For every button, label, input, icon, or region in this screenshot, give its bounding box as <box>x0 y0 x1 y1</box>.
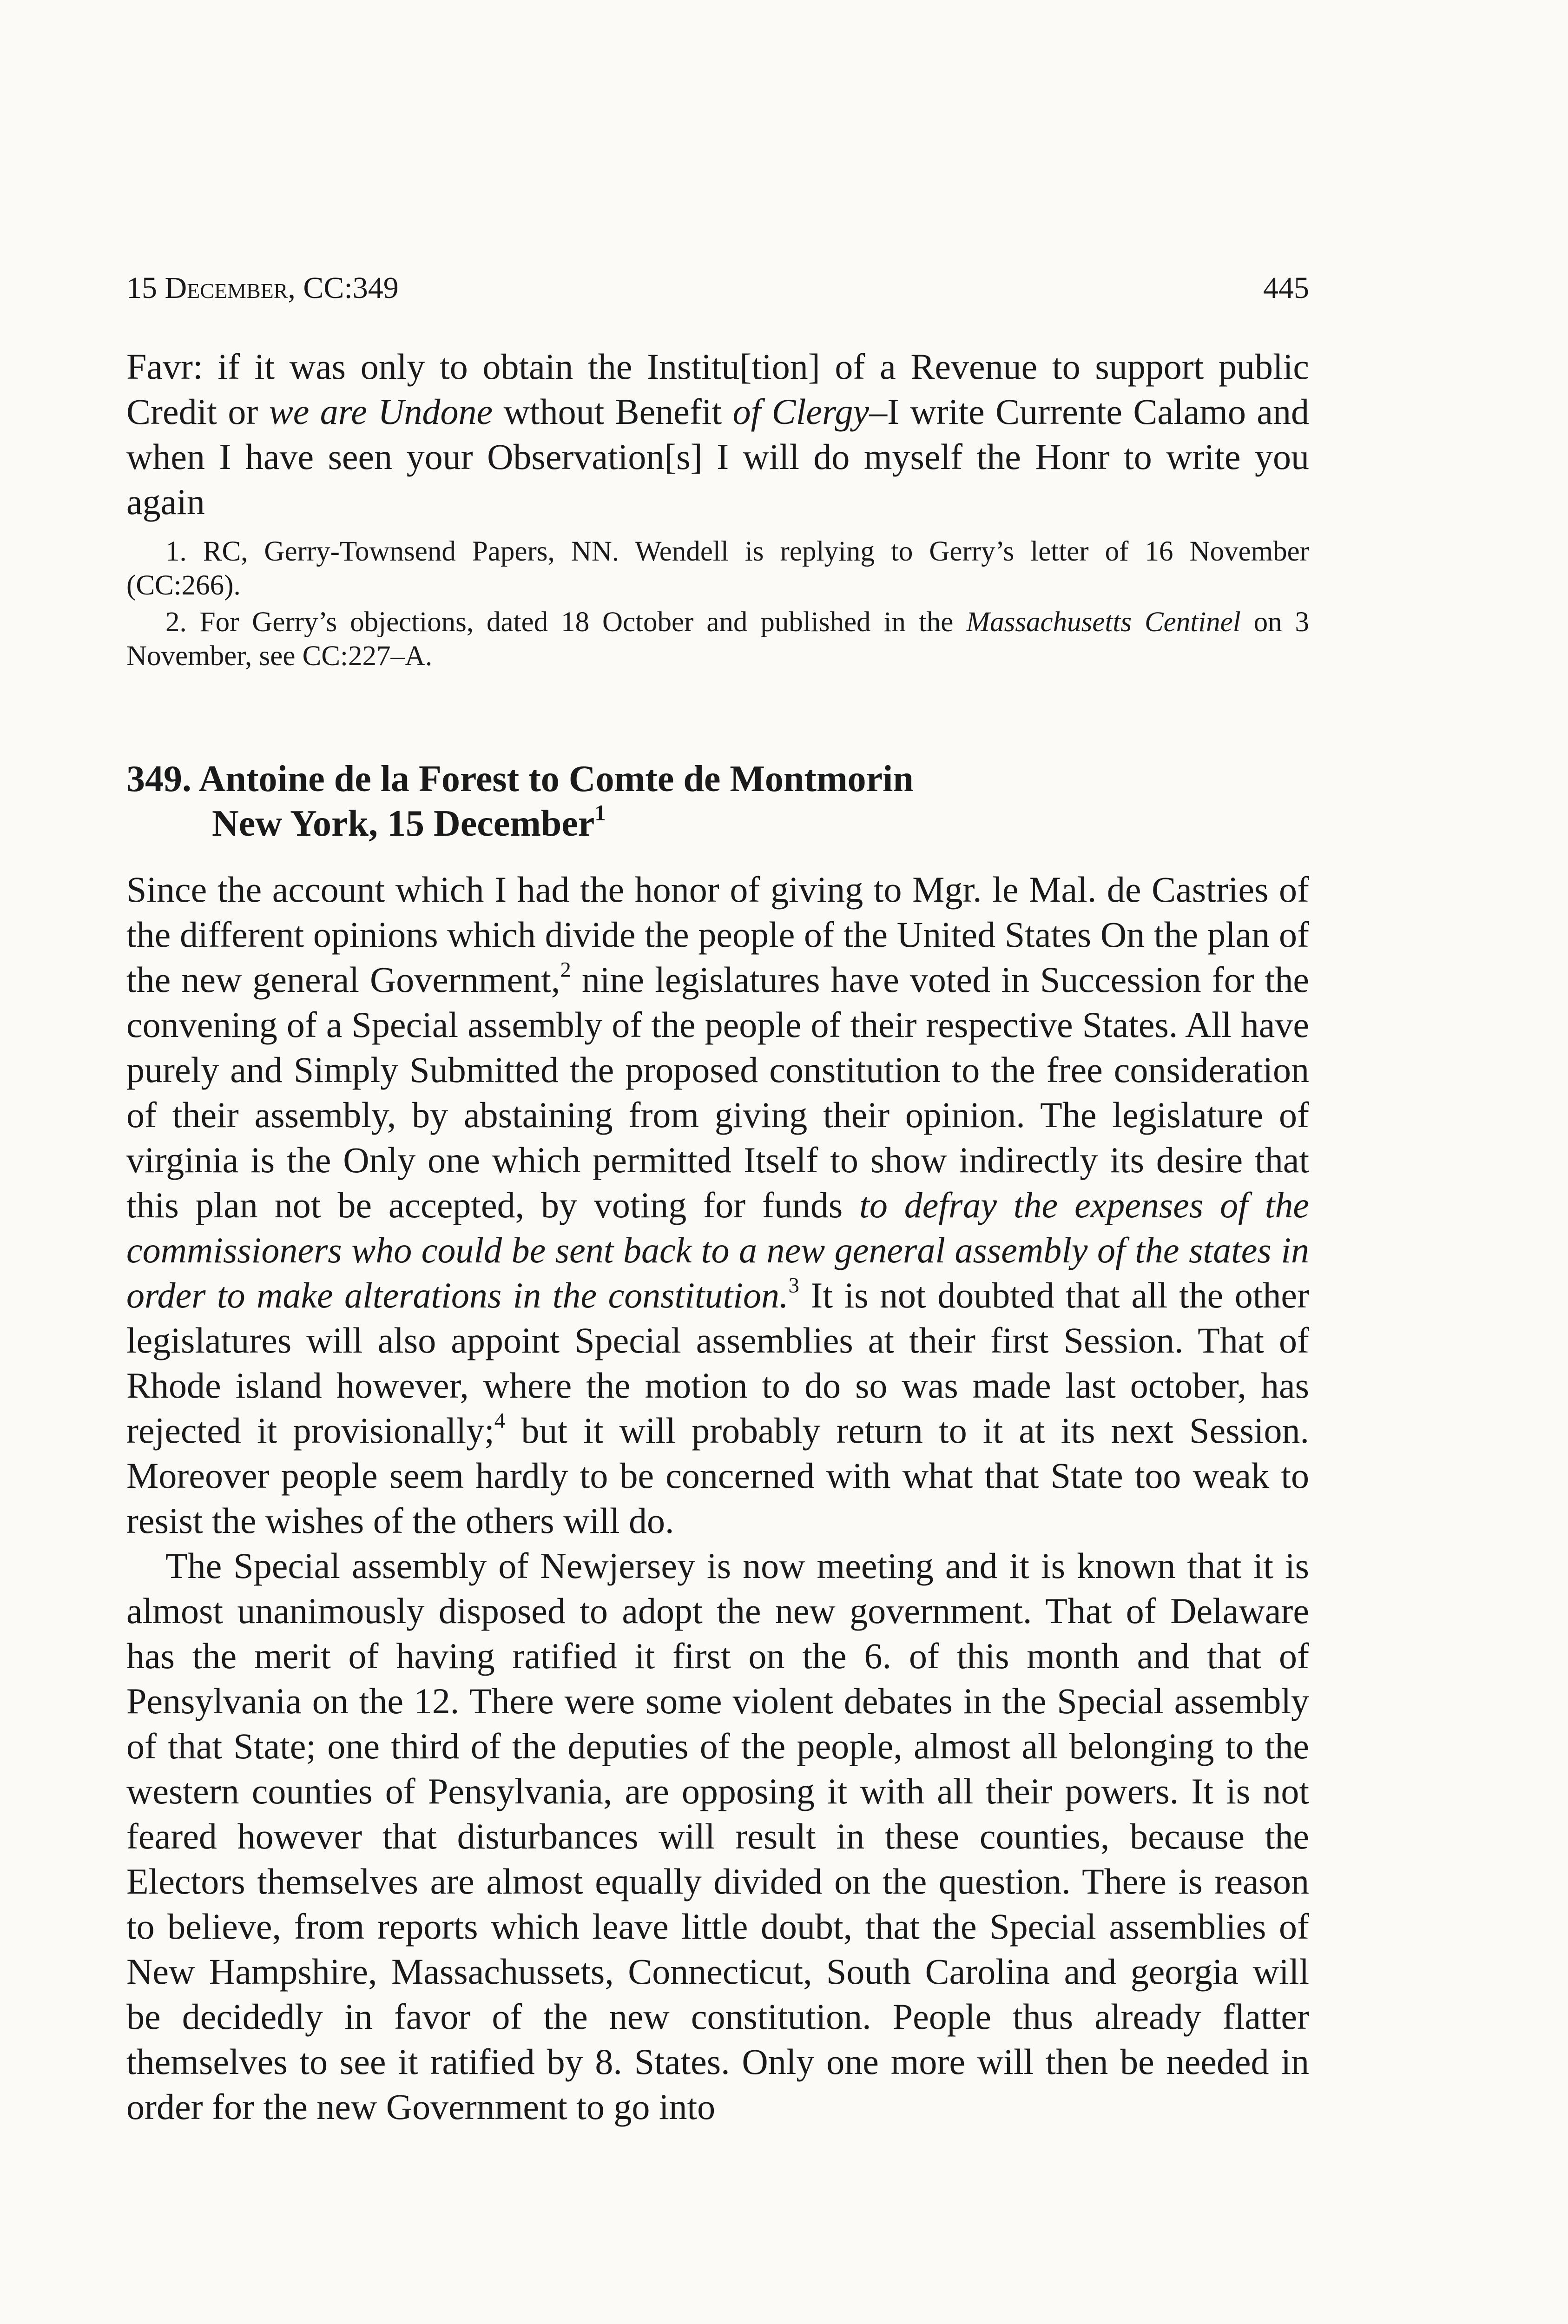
letter-paragraph-1 <box>126 867 1309 1543</box>
footnote-2-text-end: on 3 November, see CC:227–A. <box>126 607 1309 672</box>
running-head-month: December <box>165 271 288 305</box>
carryover-paragraph <box>126 344 1309 524</box>
carryover-text-1: Favr: if it was only to obtain the Institu[tion] of a Revenue to support public Credit or <box>126 346 1309 432</box>
running-head-day: 15 <box>126 271 165 305</box>
running-head-left <box>126 267 399 309</box>
carryover-text-2: wthout Benefit <box>493 391 733 432</box>
footnote-1: 1. RC, Gerry-Townsend Papers, NN. Wendell is replying to Gerry’s letter of 16 November (CC:266). <box>126 536 1309 601</box>
footnote-2 <box>126 605 1309 673</box>
running-head <box>126 267 1309 309</box>
text-column <box>126 267 1309 2129</box>
carryover-text-3: –I write Currente Calamo and when I have seen your Observation[s] I will do myself the Honr to write you again <box>126 391 1309 522</box>
letter-p1-text-1: Since the account which I had the honor of giving to Mgr. le Mal. de Castries of the different opinions which divide the people of the United States On the plan of the new general Government, <box>126 869 1309 1000</box>
letter-paragraph-2: The Special assembly of Newjersey is now meeting and it is known that it is almost unanimously disposed to adopt the new government. That of Delaware has the merit of having ratified it first on the 6. of this month and that of Pensylvania on the 12. There were some violent debates in the Special assembly of that State; one third of the deputies of the people, almost all belonging to the western counties of Pensylvania, are opposing it with all their powers. It is not feared however that disturbances will result in these counties, because the Electors themselves are almost equally divided on the question. There is reason to believe, from reports which leave little doubt, that the Special assemblies of New Hampshire, Massachussets, Connecticut, South Carolina and georgia will be decidedly in favor of the new constitution. People thus already flatter themselves to see it ratified by 8. States. Only one more will then be needed in order for the new Government to go into <box>126 1545 1309 2127</box>
carryover-italic-2: of Clergy <box>732 391 870 432</box>
footnotes <box>126 535 1309 673</box>
note-ref-2: 2 <box>560 957 571 982</box>
page-number: 445 <box>1263 271 1309 305</box>
letter-p1-italic: to defray the expenses of the commissioners who could be sent back to a new general assembly of the states in order to make alterations in the constitution. <box>126 1185 1309 1315</box>
footnote-2-italic: Massachusetts Centinel <box>966 607 1241 638</box>
letter-p1-text-3: It is not doubted that all the other legislatures will also appoint Special assemblies at their first Session. That of Rhode island however, where the motion to do so was made last october, has rejected it provisionally; <box>126 1275 1309 1451</box>
letter-p1-text-4: but it will probably return to it at its next Session. Moreover people seem hardly to be concerned with what that State too weak to resist the wishes of the others will do. <box>126 1410 1310 1541</box>
note-ref-4: 4 <box>494 1408 506 1433</box>
heading-place-date <box>126 801 1309 846</box>
letter-p1-text-2: nine legislatures have voted in Succession for the convening of a Special assembly of the people of their respective States. All have purely and Simply Submitted the proposed constitution to the free consideration of their assembly, by abstaining from giving their opinion. The legislature of virginia is the Only one which permitted Itself to show indirectly its desire that this plan not be accepted, by voting for funds <box>126 959 1309 1225</box>
carryover-italic-1: we are Undone <box>269 391 493 432</box>
note-ref-3: 3 <box>788 1273 799 1298</box>
heading-note-ref: 1 <box>594 800 606 825</box>
heading-place-date-text: New York, 15 December <box>212 803 595 844</box>
heading-title: 349. Antoine de la Forest to Comte de Montmorin <box>126 759 914 799</box>
footnote-2-text: 2. For Gerry’s objections, dated 18 October and published in the <box>165 607 967 638</box>
document-heading <box>126 757 1309 846</box>
running-head-doc-number: , CC:349 <box>288 271 399 305</box>
